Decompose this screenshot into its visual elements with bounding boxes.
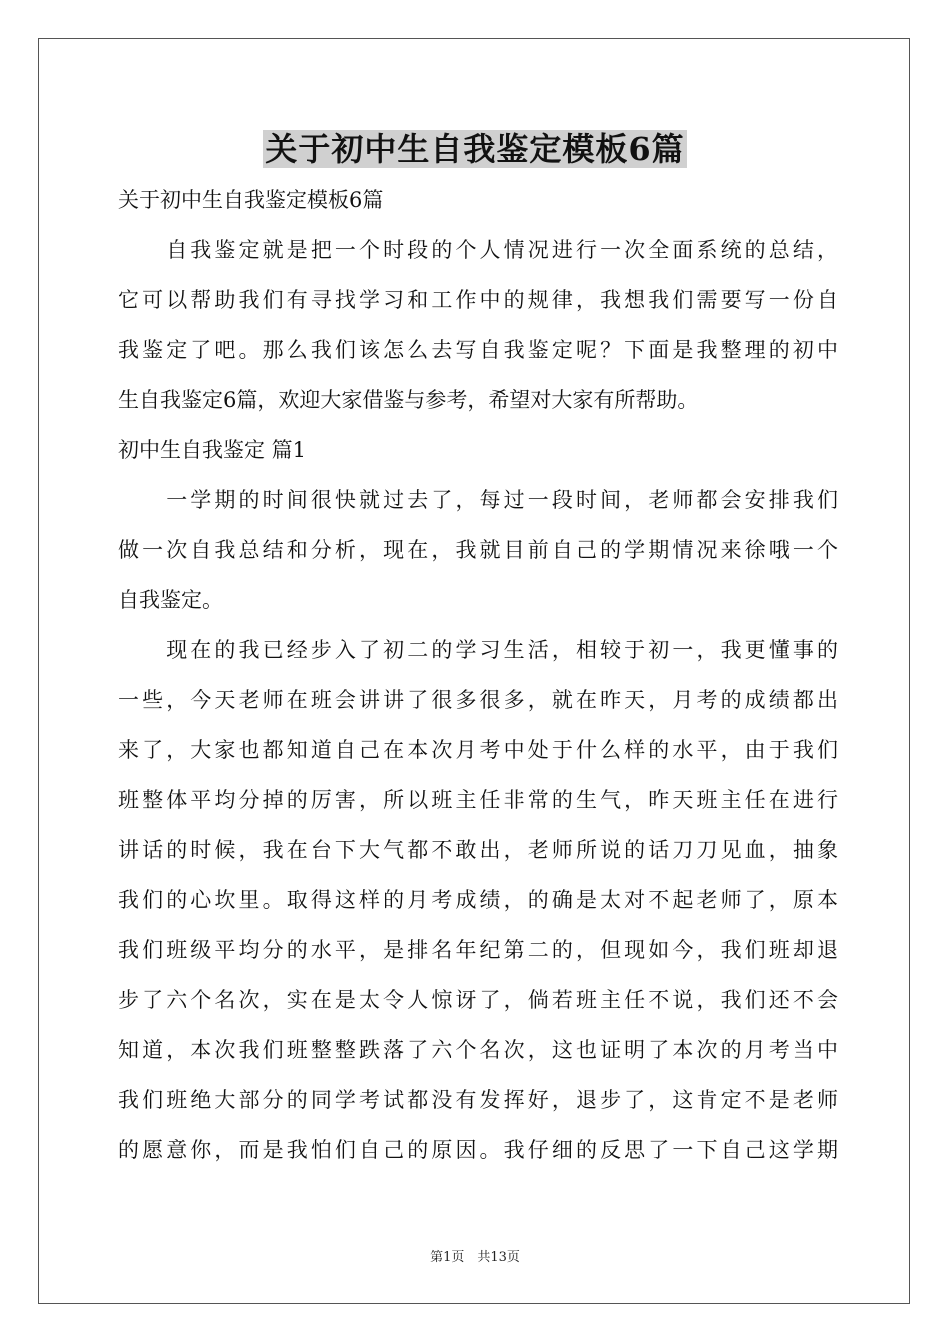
paragraph-line: 知道，本次我们班整整跌落了六个名次，这也证明了本次的月考当中 — [118, 1038, 838, 1062]
paragraph-line: 自我鉴定。 — [118, 588, 223, 612]
paragraph-line: 讲话的时候，我在台下大气都不敢出，老师所说的话刀刀见血，抽象 — [118, 838, 838, 862]
intro-line: 我鉴定了吧。那么我们该怎么去写自我鉴定呢？下面是我整理的初中 — [118, 338, 838, 362]
page-footer: 第1页 共13页 — [430, 1250, 520, 1265]
paragraph-line: 班整体平均分掉的厉害，所以班主任非常的生气，昨天班主任在进行 — [118, 788, 838, 812]
section-heading: 初中生自我鉴定 篇1 — [118, 438, 307, 462]
paragraph-line: 一些，今天老师在班会讲讲了很多很多，就在昨天，月考的成绩都出 — [118, 688, 838, 712]
paragraph-line: 我们班绝大部分的同学考试都没有发挥好，退步了，这肯定不是老师 — [118, 1088, 838, 1112]
paragraph-line: 我们的心坎里。取得这样的月考成绩，的确是太对不起老师了，原本 — [118, 888, 838, 912]
paragraph-line: 的愿意你，而是我怕们自己的原因。我仔细的反思了一下自己这学期 — [118, 1138, 838, 1162]
paragraph-line: 现在的我已经步入了初二的学习生活，相较于初一，我更懂事的 — [118, 638, 838, 662]
title-text: 关于初中生自我鉴定模板6篇 — [265, 130, 685, 168]
intro-line: 生自我鉴定6篇，欢迎大家借鉴与参考，希望对大家有所帮助。 — [118, 388, 699, 412]
page-border — [38, 38, 910, 1304]
intro-line: 它可以帮助我们有寻找学习和工作中的规律，我想我们需要写一份自 — [118, 288, 838, 312]
paragraph-line: 一学期的时间很快就过去了，每过一段时间，老师都会安排我们 — [118, 488, 838, 512]
document-title — [0, 127, 950, 171]
paragraph-line: 我们班级平均分的水平，是排名年纪第二的，但现如今，我们班却退 — [118, 938, 838, 962]
intro-line: 自我鉴定就是把一个时段的个人情况进行一次全面系统的总结， — [118, 238, 838, 262]
subtitle: 关于初中生自我鉴定模板6篇 — [118, 188, 384, 212]
paragraph-line: 步了六个名次，实在是太令人惊讶了，倘若班主任不说，我们还不会 — [118, 988, 838, 1012]
paragraph-line: 做一次自我总结和分析，现在，我就目前自己的学期情况来徐哦一个 — [118, 538, 838, 562]
paragraph-line: 来了，大家也都知道自己在本次月考中处于什么样的水平，由于我们 — [118, 738, 838, 762]
